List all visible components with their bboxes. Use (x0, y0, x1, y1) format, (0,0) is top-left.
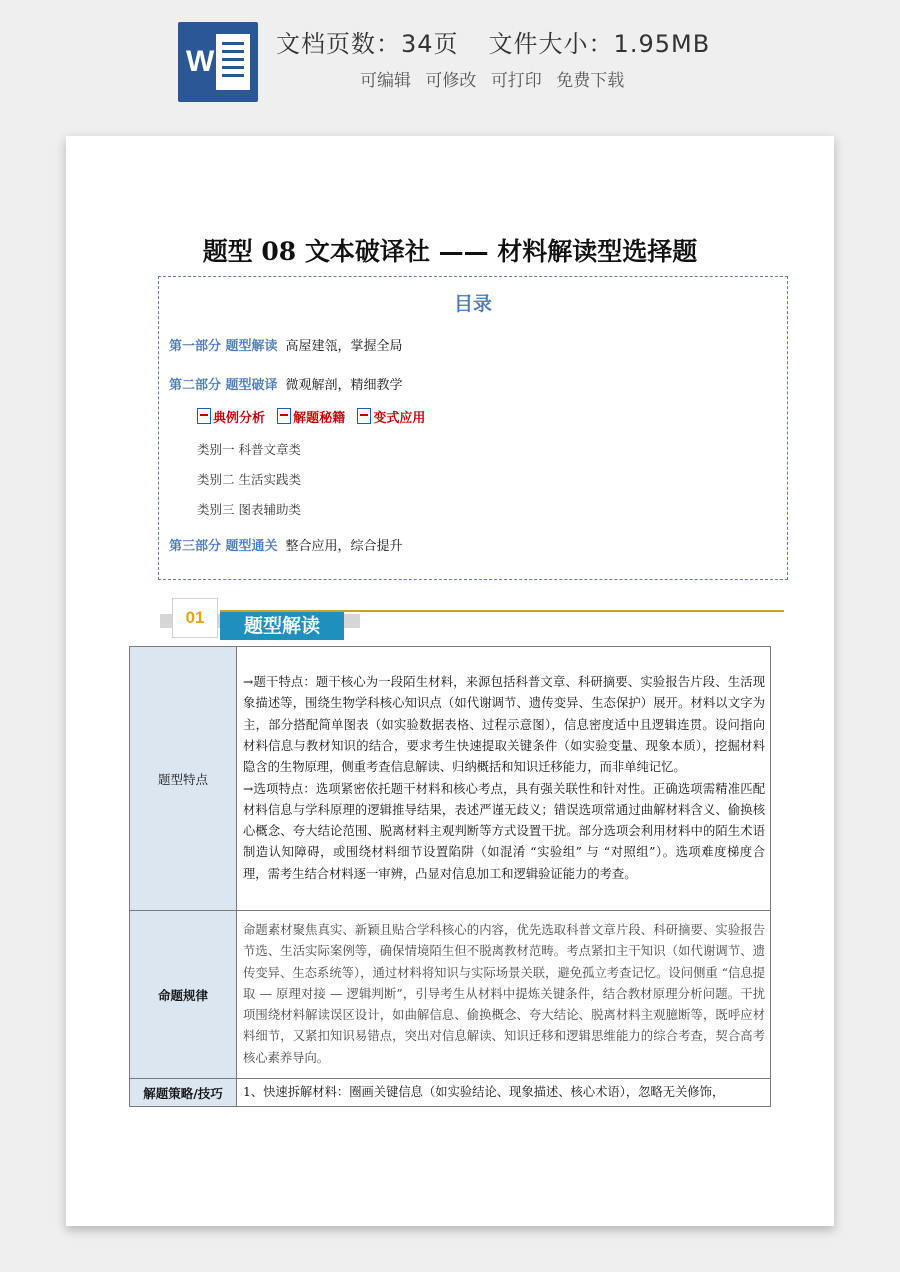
document-title: 题型 08 文本破译社 —— 材料解读型选择题 (202, 237, 698, 266)
row-header: 解题策略/技巧 (130, 1079, 237, 1107)
toc-part-desc: 高屋建瓴，掌握全局 (285, 339, 403, 354)
table-of-contents (158, 276, 788, 580)
toc-category-3: 类别三 图表辅助类 (197, 502, 301, 517)
document-edit-icon (357, 408, 371, 424)
row-content (237, 911, 771, 1079)
tag-variant-practice: 变式应用 (373, 411, 426, 426)
feature-modifiable: 可修改 (425, 71, 477, 91)
document-edit-icon (197, 408, 211, 424)
row-header: 命题规律 (130, 911, 237, 1079)
toc-part-label: 第一部分 题型解读 (169, 339, 278, 354)
feature-printable: 可打印 (490, 71, 542, 91)
toc-part-2 (169, 374, 403, 393)
word-document-icon (178, 22, 258, 102)
toc-part-label: 第二部分 题型破译 (169, 378, 278, 393)
file-size: 文件大小：1.95MB (488, 30, 711, 58)
toc-category-1: 类别一 科普文章类 (197, 442, 301, 457)
row-content (237, 647, 771, 911)
row-paragraph: 命题素材聚焦真实、新颖且贴合学科核心的内容，优先选取科普文章片段、科研摘要、实验报告节选、生活实际案例等，确保情境陌生但不脱离教材范畴。考点紧扣主干知识（如代谢调节、遗传变异、生态系统等），通过材料将知识与实际场景关联，避免孤立考查记忆。设问侧重 “信息提取 — 原理对接 — 逻辑判断”，引导考生从材料中提炼关键条件，结合教材原理分析问题。干扰项围绕材料解读误区设计，如曲解信息、偷换概念、夸大结论、脱离材料主观臆断等，既呼应材料细节，又紧扣知识易错点，突出对信息解读、知识迁移和逻辑思维能力的综合考查，契合高考核心素养导向。 (243, 922, 765, 1065)
tag-example-analysis: 典例分析 (213, 411, 266, 426)
row-paragraph: →题干特点：题干核心为一段陌生材料，来源包括科普文章、科研摘要、实验报告片段、生活现象描述等，围绕生物学科核心知识点（如代谢调节、遗传变异、生态保护）展开。材料以文字为主，部分搭配简单图表（如实验数据表格、过程示意图），信息密度适中且逻辑连贯。设问指向材料信息与教材知识的结合，要求考生快速提取关键条件（如实验变量、现象本质），挖掘材料隐含的生物原理，侧重考查信息解读、归纳概括和知识迁移能力，而非单纯记忆。 (243, 675, 765, 775)
section-header (160, 596, 784, 640)
document-page[interactable] (66, 136, 834, 1226)
file-info (276, 24, 710, 59)
section-title: 题型解读 (220, 612, 344, 640)
table-row (130, 647, 771, 911)
toc-heading: 目录 (453, 293, 492, 315)
toc-part-desc: 整合应用，综合提升 (285, 539, 403, 554)
section-number: 01 (172, 598, 218, 638)
toc-tags (197, 407, 433, 426)
feature-list (360, 66, 633, 91)
toc-part-label: 第三部分 题型通关 (169, 539, 278, 554)
row-paragraph: →选项特点：选项紧密依托题干材料和核心考点，具有强关联性和针对性。正确选项需精准匹配材料信息与学科原理的逻辑推导结果，表述严谨无歧义；错误选项常通过曲解材料含义、偷换核心概念、夸大结论范围、脱离材料主观判断等方式设置干扰。部分选项会利用材料中的陌生术语制造认知障碍，或围绕材料细节设置陷阱（如混淆 “实验组” 与 “对照组”）。选项难度梯度合理，需考生结合材料逐一审辨，凸显对信息加工和逻辑验证能力的考查。 (243, 781, 765, 881)
feature-editable: 可编辑 (360, 71, 411, 91)
toc-part-desc: 微观解剖，精细教学 (285, 378, 403, 393)
download-banner (0, 0, 900, 120)
row-paragraph: 1、快速拆解材料：圈画关键信息（如实验结论、现象描述、核心术语），忽略无关修饰， (243, 1085, 725, 1099)
table-row (130, 1079, 771, 1107)
document-edit-icon (277, 408, 291, 424)
page-count: 文档页数：34页 (276, 30, 459, 58)
feature-free-download: 免费下载 (556, 71, 625, 91)
word-icon-letter: W (186, 45, 215, 78)
toc-part-1 (169, 335, 403, 354)
row-content (237, 1079, 771, 1107)
table-row (130, 911, 771, 1079)
toc-part-3 (169, 535, 403, 554)
toc-category-2: 类别二 生活实践类 (197, 472, 301, 487)
row-header: 题型特点 (130, 647, 237, 911)
tag-solving-tips: 解题秘籍 (293, 411, 346, 426)
question-type-table (129, 646, 771, 1107)
